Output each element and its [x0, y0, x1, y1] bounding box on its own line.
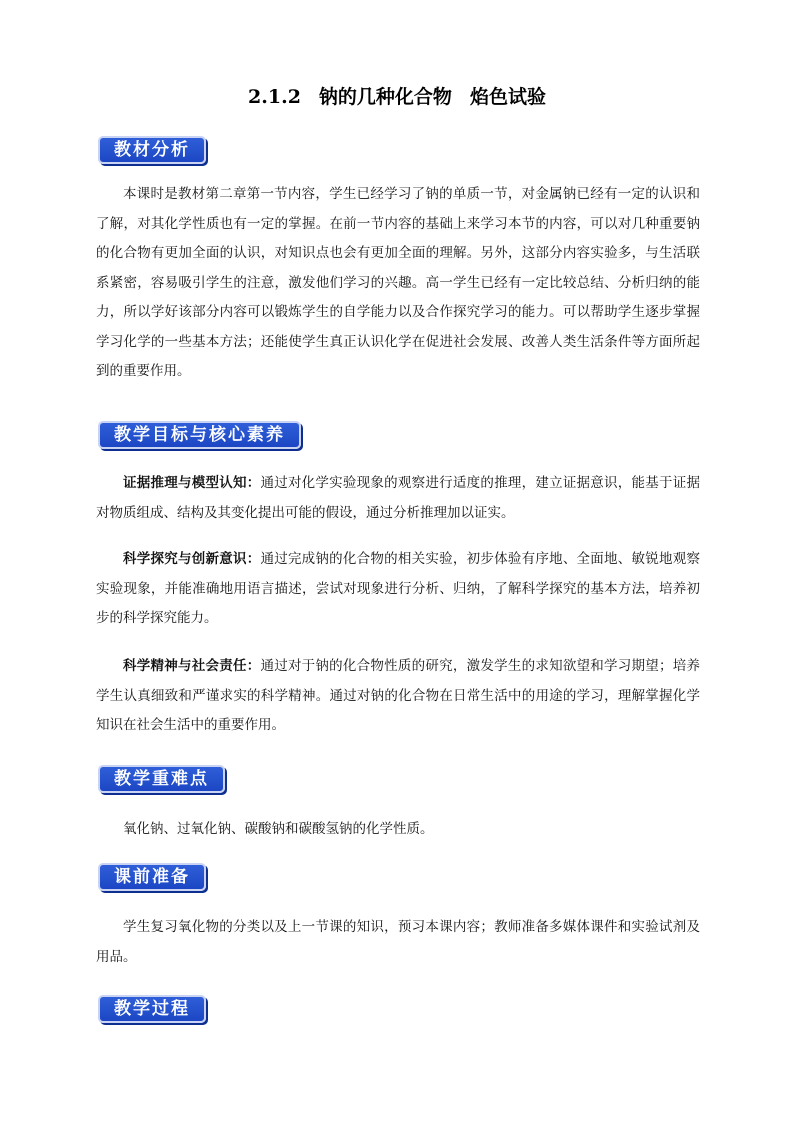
section-heading-keypoints: 教学重难点 — [98, 765, 225, 793]
section-heading-analysis: 教材分析 — [98, 136, 206, 164]
goal-lead: 科学精神与社会责任： — [123, 658, 261, 674]
goal-item-evidence — [96, 469, 700, 528]
section-heading-preparation: 课前准备 — [98, 863, 206, 891]
keypoints-paragraph: 氧化钠、过氧化钠、碳酸钠和碳酸氢钠的化学性质。 — [123, 821, 434, 837]
page-title — [0, 82, 794, 109]
goal-text: 通过对化学实验现象的观察进行适度的推理，建立证据意识，能基于证据对物质组成、结构及其变化提出可能的假设，通过分析推理加以证实。 — [96, 475, 701, 521]
title-text-2: 焰色试验 — [469, 86, 546, 108]
preparation-paragraph: 学生复习氧化物的分类以及上一节课的知识，预习本课内容；教师准备多媒体课件和实验试剂及用品。 — [96, 919, 700, 965]
goal-text: 通过完成钠的化合物的相关实验，初步体验有序地、全面地、敏锐地观察实验现象，并能准确地用语言描述，尝试对现象进行分析、归纳，了解科学探究的基本方法，培养初步的科学探究能力。 — [96, 551, 701, 626]
analysis-paragraph: 本课时是教材第二章第一节内容，学生已经学习了钠的单质一节，对金属钠已经有一定的认识和了解，对其化学性质也有一定的掌握。在前一节内容的基础上来学习本节的内容，可以对几种重要钠的化合物有更加全面的认识，对知识点也会有更加全面的理解。另外，这部分内容实验多，与生活联系紧密，容易吸引学生的注意，激发他们学习的兴趣。高一学生已经有一定比较总结、分析归纳的能力，所以学好该部分内容可以锻炼学生的自学能力以及合作探究学习的能力。可以帮助学生逐步掌握学习化学的一些基本方法；还能使学生真正认识化学在促进社会发展、改善人类生活条件等方面所起到的重要作用。 — [96, 186, 700, 379]
section-heading-process: 教学过程 — [98, 995, 206, 1023]
section-heading-goals: 教学目标与核心素养 — [98, 421, 301, 449]
goal-text: 通过对于钠的化合物性质的研究，激发学生的求知欲望和学习期望；培养学生认真细致和严谨求实的科学精神。通过对钠的化合物在日常生活中的用途的学习，理解掌握化学知识在社会生活中的重要作用。 — [96, 658, 701, 733]
goal-lead: 证据推理与模型认知： — [123, 475, 261, 491]
goal-item-responsibility — [96, 652, 700, 741]
title-text-1: 钠的几种化合物 — [318, 86, 452, 108]
goal-lead: 科学探究与创新意识： — [123, 551, 261, 567]
goal-item-inquiry — [96, 545, 700, 634]
title-number: 2.1.2 — [248, 86, 301, 108]
